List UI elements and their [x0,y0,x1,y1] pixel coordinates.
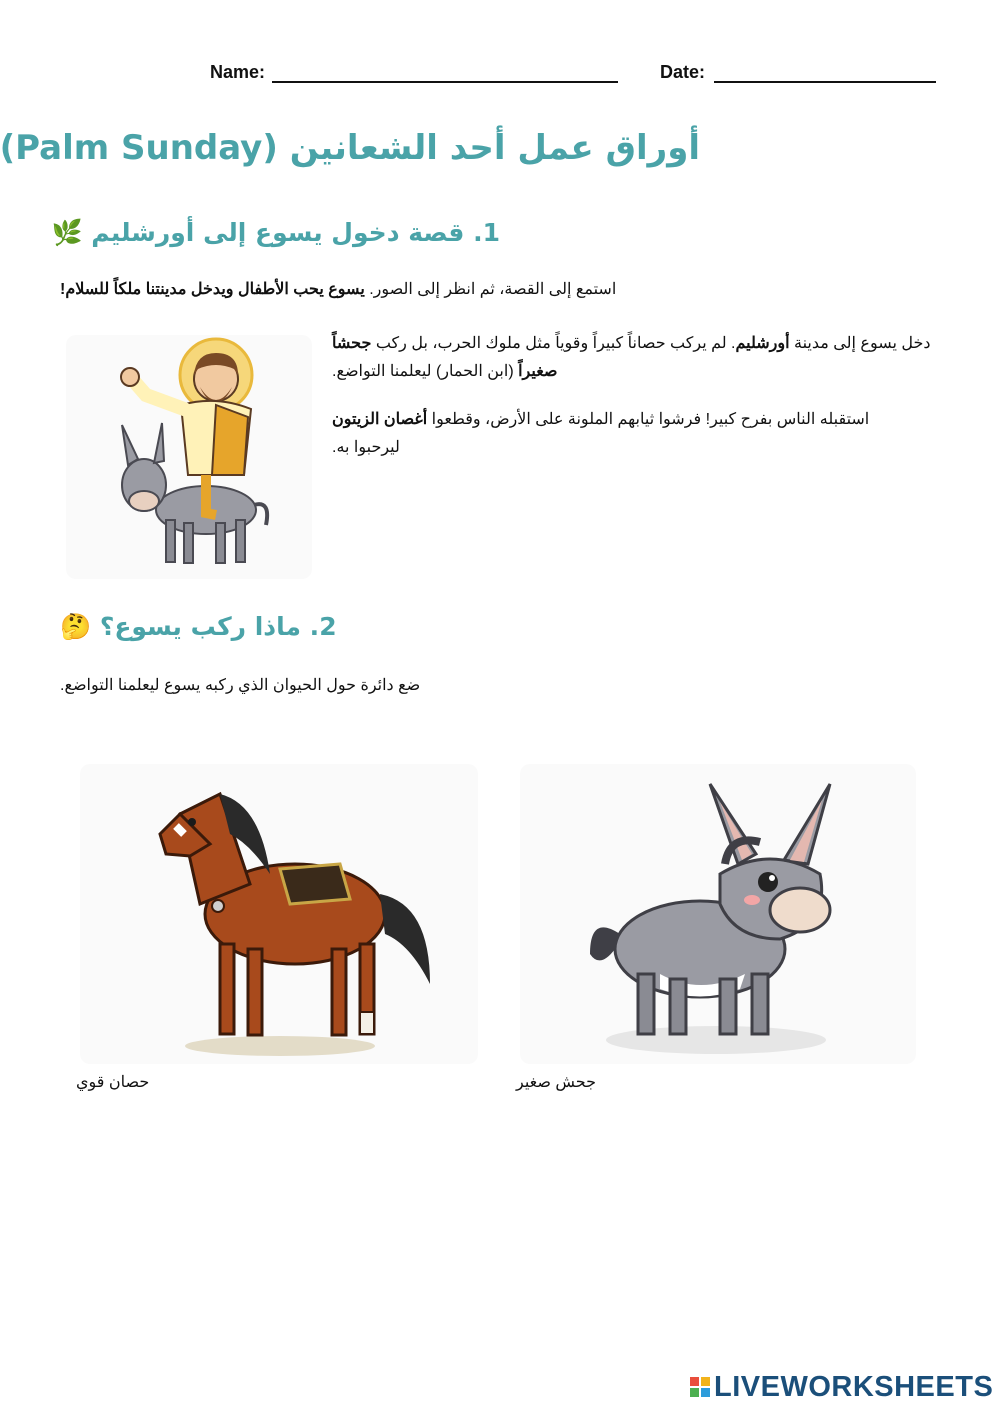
p1-bold-b: جحشاً صغيراً [332,335,558,380]
horse-option[interactable] [80,764,478,1064]
p2-bold: أغصان الزيتون [332,411,428,428]
section1-paragraph-1 [332,330,932,386]
horse-caption: حصان قوي [76,1074,150,1091]
donkey-icon [520,764,916,1064]
p2-text-b: ليرحبوا به. [332,439,400,456]
section1-heading: 1. قصة دخول يسوع إلى أورشليم 🌿 [51,218,500,247]
name-label: Name: [210,62,266,82]
donkey-option[interactable] [520,764,916,1064]
date-field[interactable] [714,81,936,83]
p1-text-a: دخل يسوع إلى مدينة [789,335,931,352]
p2-text-a: استقبله الناس بفرح كبير! فرشوا ثيابهم الملونة على الأرض، وقطعوا [427,411,870,428]
section2-heading: 2. ماذا ركب يسوع؟ 🤔 [60,612,337,641]
liveworksheets-icon [690,1377,710,1397]
intro-bold: يسوع يحب الأطفال ويدخل مدينتنا ملكاً للسلام! [60,281,365,298]
page-title: أوراق عمل أحد الشعانين (Palm Sunday) [0,128,700,168]
section1-intro [60,276,700,304]
p1-text-c: (ابن الحمار) ليعلمنا التواضع. [332,363,519,380]
liveworksheets-brand: LIVEWORKSHEETS [714,1370,994,1403]
jesus-on-donkey-icon [66,335,312,579]
date-label: Date: [660,62,706,82]
intro-text: استمع إلى القصة، ثم انظر إلى الصور. [364,281,617,298]
jesus-on-donkey-image [66,335,312,579]
section1-paragraph-2 [332,406,892,462]
section2-instruction: ضع دائرة حول الحيوان الذي ركبه يسوع ليعلمنا التواضع. [60,677,421,694]
p1-text-b: . لم يركب حصاناً كبيراً وقوياً مثل ملوك الحرب، بل ركب [371,335,736,352]
p1-bold-a: أورشليم [735,335,790,352]
horse-icon [80,764,478,1064]
name-field[interactable] [272,81,618,83]
liveworksheets-logo [690,1370,993,1404]
donkey-caption: جحش صغير [516,1074,597,1091]
